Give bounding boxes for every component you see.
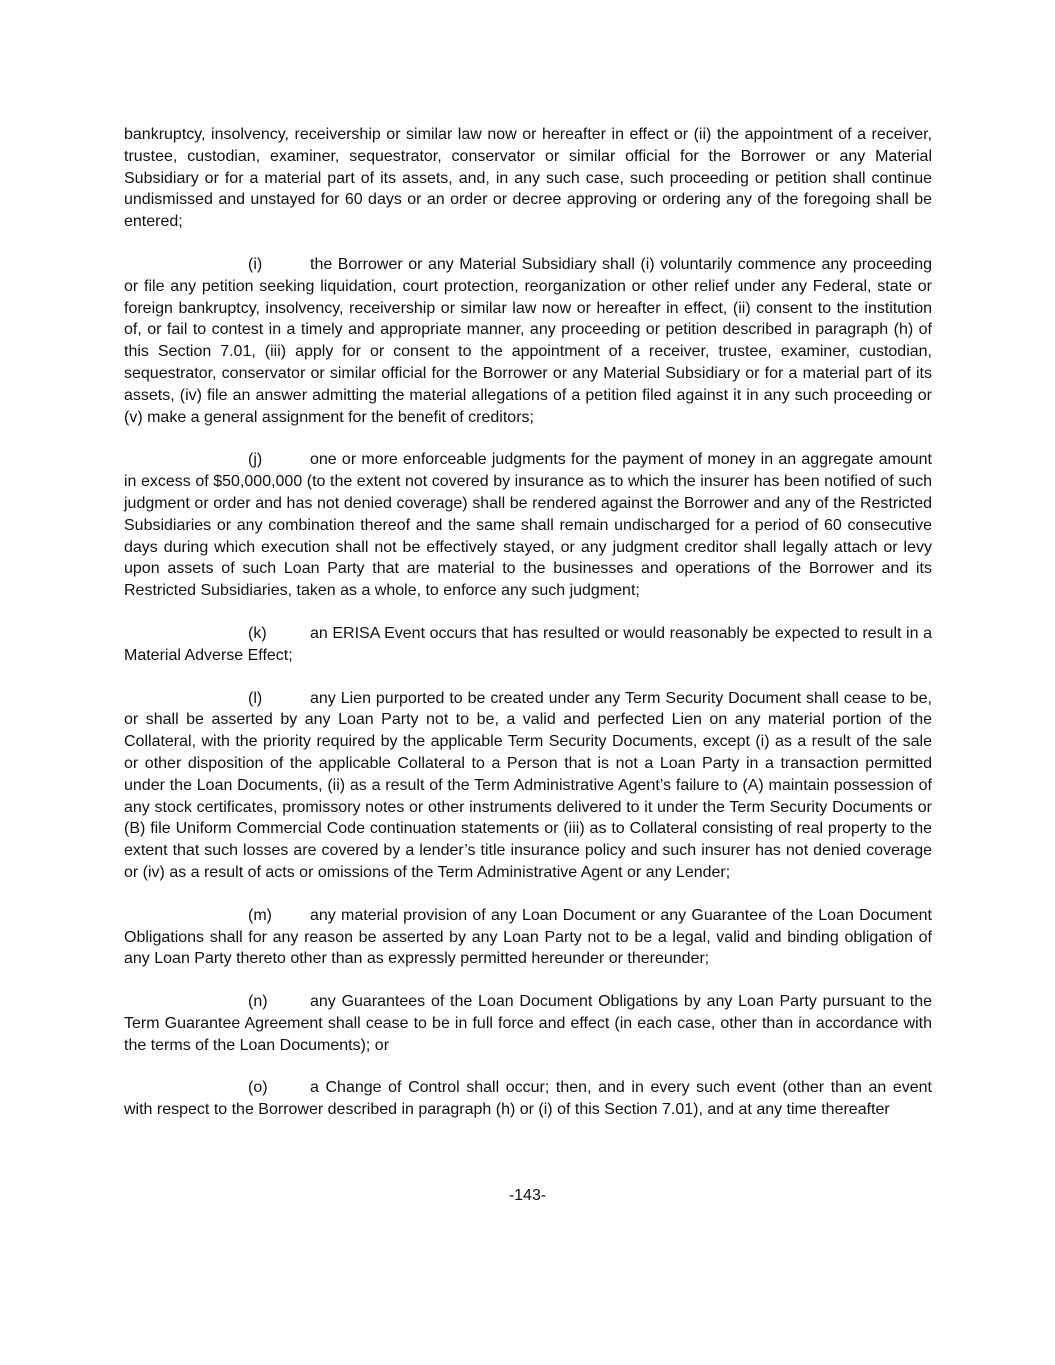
- paragraph-label: (k): [248, 624, 267, 642]
- paragraph-label: (i): [248, 255, 263, 273]
- document-page: [124, 124, 932, 1142]
- paragraph-continuation: [124, 124, 932, 233]
- paragraph-i: [124, 254, 932, 428]
- paragraph-o: [124, 1077, 932, 1121]
- paragraph-text: any Lien purported to be created under any Term Security Document shall cease to be, or shall be asserted by any Loan Party not to be, a valid and perfected Lien on any material portion of the Collateral, with the priority required by the applicable Term Security Documents, except (i) as a result of the sale or other disposition of the applicable Collateral to a Person that is not a Loan Party in a transaction permitted under the Loan Documents, (ii) as a result of the Term Administrative Agent’s failure to (A) maintain possession of any stock certificates, promissory notes or other instruments delivered to it under the Term Security Documents or (B) file Uniform Commercial Code continuation statements or (iii) as to Collateral consisting of real property to the extent that such losses are covered by a lender’s title insurance policy and such insurer has not denied coverage or (iv) as a result of acts or omissions of the Term Administrative Agent or any Lender;: [124, 689, 932, 881]
- paragraph-text: an ERISA Event occurs that has resulted or would reasonably be expected to result in a Material Adverse Effect;: [124, 624, 932, 664]
- paragraph-m: [124, 905, 932, 970]
- paragraph-j: [124, 449, 932, 602]
- paragraph-label: (j): [248, 451, 263, 469]
- paragraph-text: one or more enforceable judgments for the payment of money in an aggregate amount in excess of $50,000,000 (to the extent not covered by insurance as to which the insurer has been notified of such judgment or order and has not denied coverage) shall be rendered against the Borrower and any of the Restricted Subsidiaries or any combination thereof and the same shall remain undischarged for a period of 60 consecutive days during which execution shall not be effectively stayed, or any judgment creditor shall legally attach or levy upon assets of such Loan Party that are material to the businesses and operations of the Borrower and its Restricted Subsidiaries, taken as a whole, to enforce any such judgment;: [124, 451, 932, 600]
- paragraph-label: (m): [248, 906, 272, 924]
- paragraph-text: any Guarantees of the Loan Document Obligations by any Loan Party pursuant to the Term Guarantee Agreement shall cease to be in full force and effect (in each case, other than in accordance with the terms of the Loan Documents); or: [124, 993, 932, 1054]
- paragraph-label: (l): [248, 689, 263, 707]
- paragraph-n: [124, 991, 932, 1056]
- paragraph-label: (n): [248, 993, 268, 1011]
- paragraph-text: any material provision of any Loan Document or any Guarantee of the Loan Document Obligations shall for any reason be asserted by any Loan Party not to be a legal, valid and binding obligation of any Loan Party thereto other than as expressly permitted hereunder or thereunder;: [124, 906, 932, 968]
- paragraph-k: [124, 623, 932, 667]
- paragraph-label: (o): [248, 1079, 268, 1097]
- paragraph-text: a Change of Control shall occur; then, and in every such event (other than an event with respect to the Borrower described in paragraph (h) or (i) of this Section 7.01), and at any time thereafter: [124, 1079, 932, 1119]
- paragraph-text: bankruptcy, insolvency, receivership or similar law now or hereafter in effect or (ii) the appointment of a receiver, trustee, custodian, examiner, sequestrator, conservator or similar official for the Borrower or any Material Subsidiary or for a material part of its assets, and, in any such case, such proceeding or petition shall continue undismissed and unstayed for 60 days or an order or decree approving or ordering any of the foregoing shall be entered;: [124, 126, 932, 231]
- page-number: -143-: [508, 1187, 547, 1204]
- paragraph-l: [124, 688, 932, 884]
- paragraph-text: the Borrower or any Material Subsidiary shall (i) voluntarily commence any proceeding or file any petition seeking liquidation, court protection, reorganization or other relief under any Federal, state or foreign bankruptcy, insolvency, receivership or similar law now or hereafter in effect, (ii) consent to the institution of, or fail to contest in a timely and appropriate manner, any proceeding or petition described in paragraph (h) of this Section 7.01, (iii) apply for or consent to the appointment of a receiver, trustee, examiner, custodian, sequestrator, conservator or similar official for the Borrower or any Material Subsidiary or for a material part of its assets, (iv) file an answer admitting the material allegations of a petition filed against it in any such proceeding or (v) make a general assignment for the benefit of creditors;: [124, 255, 932, 426]
